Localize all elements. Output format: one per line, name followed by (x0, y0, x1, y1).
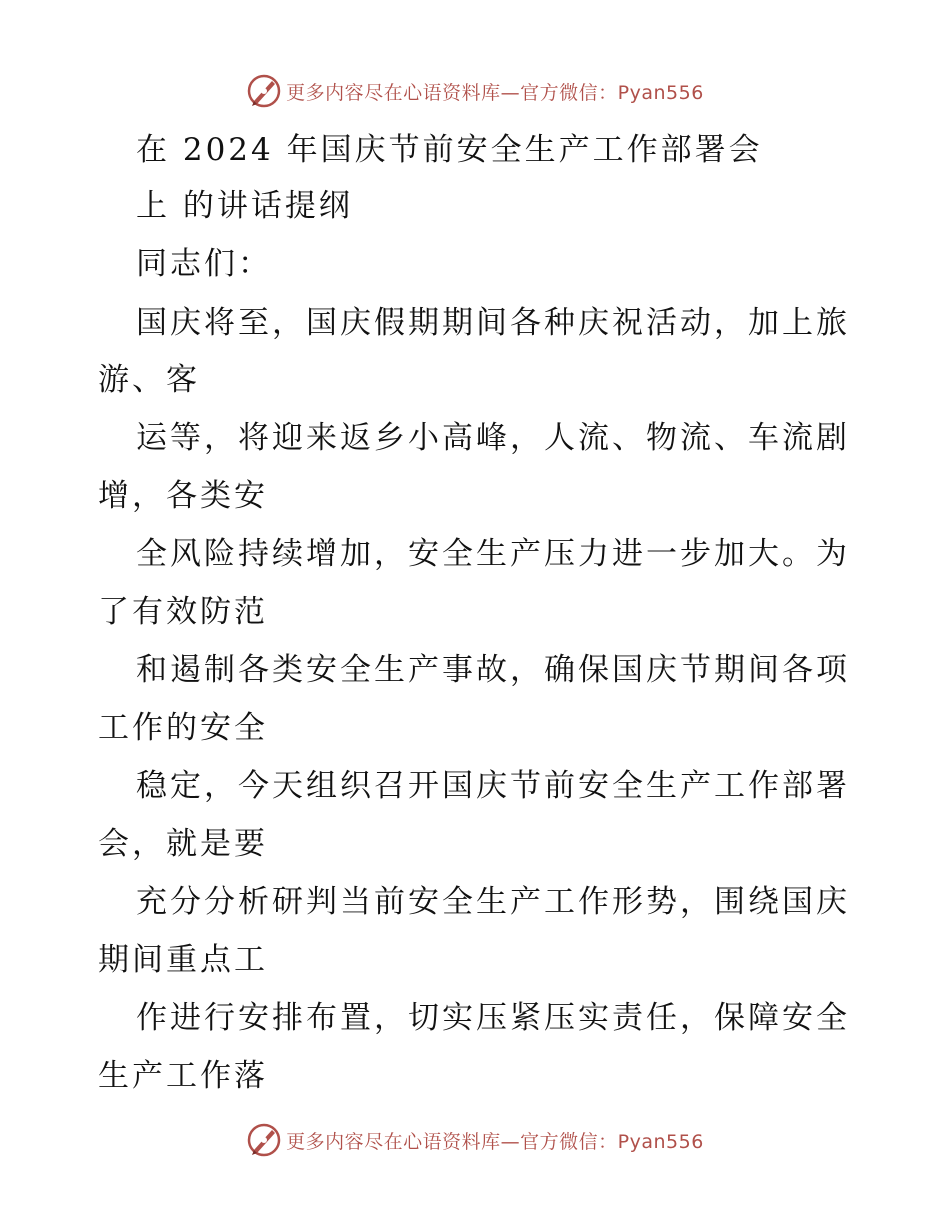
paragraph-line: 和遏制各类安全生产事故，确保国庆节期间各项 (136, 652, 850, 688)
paragraph-line: 工作的安全 (98, 710, 268, 746)
paragraph-line: 期间重点工 (98, 942, 268, 978)
paragraph-line: 稳定，今天组织召开国庆节前安全生产工作部署 (136, 768, 850, 804)
footer-watermark-banner (0, 1118, 950, 1162)
paragraph-line: 游、客 (98, 362, 200, 398)
paragraph-line: 充分分析研判当前安全生产工作形势，围绕国庆 (136, 884, 850, 920)
document-title-line-2: 上 的讲话提纲 (136, 188, 353, 224)
paragraph-line: 全风险持续增加，安全生产压力进一步加大。为 (136, 536, 850, 572)
paragraph-line: 运等，将迎来返乡小高峰，人流、物流、车流剧 (136, 420, 850, 456)
paragraph-line: 会，就是要 (98, 826, 268, 862)
paragraph-line: 国庆将至，国庆假期期间各种庆祝活动，加上旅 (136, 305, 850, 341)
pen-logo-icon (246, 73, 282, 109)
watermark-text: 更多内容尽在心语资料库—官方微信：Pyan556 (286, 1130, 704, 1153)
paragraph-line: 生产工作落 (98, 1058, 268, 1094)
pen-logo-icon (246, 1122, 282, 1158)
watermark-text: 更多内容尽在心语资料库—官方微信：Pyan556 (286, 81, 704, 104)
document-title-line-1: 在 2024 年国庆节前安全生产工作部署会 (136, 132, 763, 168)
paragraph-line: 了有效防范 (98, 594, 268, 630)
paragraph-line: 增，各类安 (98, 478, 268, 514)
salutation: 同志们： (136, 246, 272, 282)
paragraph-line: 作进行安排布置，切实压紧压实责任，保障安全 (136, 1000, 850, 1036)
header-watermark-banner (0, 69, 950, 113)
